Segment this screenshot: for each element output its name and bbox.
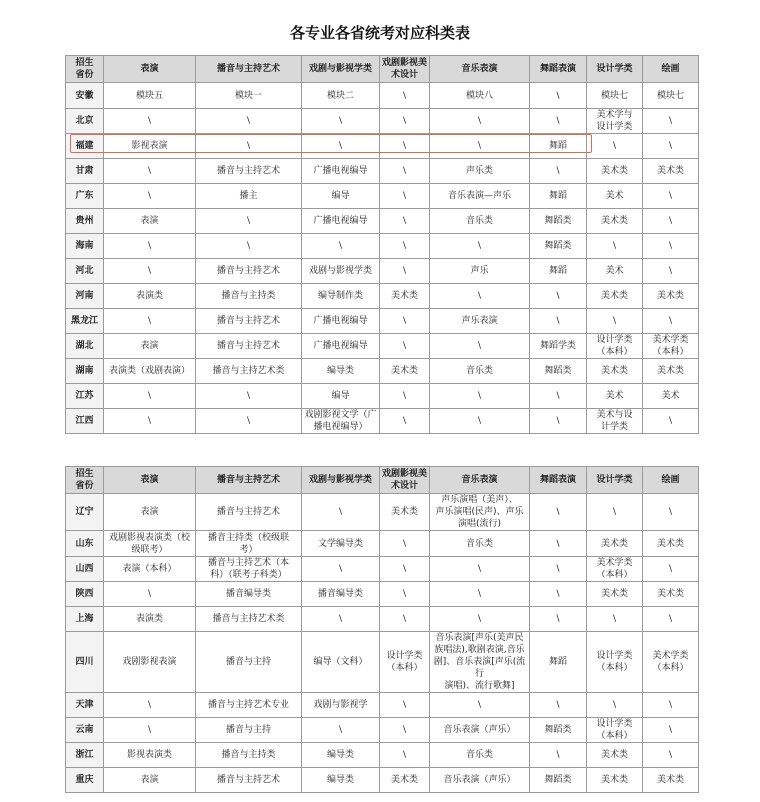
table-cell: 美术类 [587,582,643,607]
table-cell: 美术 [587,184,643,209]
table-cell: 舞蹈 [530,632,587,693]
table-cell: \ [302,718,380,743]
table-cell: 舞蹈类 [530,209,587,234]
table-cell: 播音编导类 [302,582,380,607]
col-header-broadcasting: 播音与主持艺术 [196,467,302,494]
table-cell: 美术学与 设计学类 [587,109,643,134]
table-cell: 声乐表演 [430,309,530,334]
table-cell: 播音与主持类 [196,284,302,309]
subject-table-1 [65,55,699,434]
table-row [66,607,699,632]
col-header-province: 招生 省份 [66,56,104,83]
table-cell: 播音与主持艺术 [196,768,302,793]
table-cell: 舞蹈类 [530,234,587,259]
province-cell: 四川 [66,632,104,693]
table-cell: \ [104,259,196,284]
table-cell: \ [643,607,699,632]
province-cell: 陕西 [66,582,104,607]
col-header-music-performance: 音乐表演 [430,467,530,494]
table-cell: 设计学类 （本科） [587,632,643,693]
table-cell: 编导类 [302,768,380,793]
table-cell: 声乐类 [430,159,530,184]
table-cell: 美术类 [587,284,643,309]
table-cell: \ [104,384,196,409]
table-cell: \ [196,209,302,234]
table-cell: \ [643,184,699,209]
table-row [66,743,699,768]
table-cell: 播音与主持艺术 [196,159,302,184]
table-cell: 美术类 [587,768,643,793]
table-cell: \ [196,234,302,259]
table-cell: \ [104,582,196,607]
table-cell: \ [530,159,587,184]
table-cell: \ [380,409,430,434]
table-cell: 编导 [302,184,380,209]
province-cell: 安徽 [66,83,104,109]
table-cell: 播音与主持艺术 [196,309,302,334]
table-cell: 表演类（戏剧表演） [104,359,196,384]
province-cell: 山西 [66,557,104,582]
table-cell: \ [380,384,430,409]
province-cell: 福建 [66,134,104,159]
province-cell: 广东 [66,184,104,209]
table-cell: 音乐表演（声乐） [430,718,530,743]
table-cell: \ [380,159,430,184]
table-cell: 美术类 [380,494,430,531]
table-cell: 模块二 [302,83,380,109]
table-cell: \ [196,134,302,159]
table-cell: \ [302,234,380,259]
table-row [66,494,699,531]
table-cell: 美术 [587,259,643,284]
table-cell: 美术类 [643,359,699,384]
table-cell: 戏剧影视表演类（校 级联考） [104,531,196,557]
province-cell: 甘肃 [66,159,104,184]
table-cell: \ [530,557,587,582]
table-cell: \ [196,109,302,134]
table-cell: 播音与主持艺术类 [196,607,302,632]
table-cell: 播音与主持艺术 [196,259,302,284]
table-cell: 美术类 [643,531,699,557]
table-cell: \ [530,384,587,409]
table-cell: 广播电视编导 [302,209,380,234]
table-cell: 广播电视编导 [302,159,380,184]
table-cell: 美术类 [643,159,699,184]
table-cell: 编导 [302,384,380,409]
table-cell: 播音与主持 [196,718,302,743]
table-cell: 舞蹈类 [530,768,587,793]
table-cell: 影视表演类 [104,743,196,768]
table-cell: 表演（本科） [104,557,196,582]
table-cell: \ [380,83,430,109]
table-cell: 美术类 [587,743,643,768]
table-cell: 美术类 [643,284,699,309]
table-cell: \ [104,693,196,718]
table-cell: \ [430,334,530,359]
table-cell: \ [380,309,430,334]
col-header-dance: 舞蹈表演 [530,467,587,494]
table-cell: 美术与设 计学类 [587,409,643,434]
table-cell: 舞蹈学类 [530,334,587,359]
table-cell: 模块八 [430,83,530,109]
table-row [66,409,699,434]
table-cell: 表演 [104,209,196,234]
table-cell: \ [430,284,530,309]
header-row [66,467,699,494]
table-cell: 表演类 [104,284,196,309]
province-cell: 海南 [66,234,104,259]
table-cell: \ [530,83,587,109]
table-cell: 播音与主持艺术专业 [196,693,302,718]
table-cell: 播音与主持 [196,632,302,693]
table-cell: 编导类 [302,743,380,768]
table-cell: \ [380,693,430,718]
table-cell: \ [587,134,643,159]
table-cell: \ [380,109,430,134]
table-cell: 舞蹈 [530,134,587,159]
table-cell: \ [430,109,530,134]
table-cell: \ [430,557,530,582]
table-cell: \ [302,109,380,134]
table-cell: \ [530,693,587,718]
table-cell: \ [104,234,196,259]
table-cell: \ [104,159,196,184]
table-cell: \ [302,494,380,531]
table-cell: \ [380,582,430,607]
table-cell: 播音与主持类 [196,743,302,768]
table-cell: \ [380,718,430,743]
table-cell: \ [643,259,699,284]
table-cell: \ [587,494,643,531]
table-cell: \ [530,743,587,768]
province-cell: 江西 [66,409,104,434]
table-cell: 表演类 [104,607,196,632]
table-cell: \ [380,607,430,632]
table-cell: 美术类 [643,582,699,607]
province-cell: 上海 [66,607,104,632]
table-row [66,109,699,134]
table-cell: 播音与主持艺术 [196,334,302,359]
table-row [66,768,699,793]
province-cell: 贵州 [66,209,104,234]
province-cell: 黑龙江 [66,309,104,334]
province-cell: 河南 [66,284,104,309]
col-header-painting: 绘画 [643,467,699,494]
table-cell: 影视表演 [104,134,196,159]
table-cell: \ [530,531,587,557]
table-cell: 音乐表演（声乐） [430,768,530,793]
table-cell: 美术类 [587,531,643,557]
col-header-design: 设计学类 [587,467,643,494]
table-cell: 美术学类 （本科） [587,557,643,582]
table-row [66,209,699,234]
table-cell: \ [380,334,430,359]
table-cell: 文学编导类 [302,531,380,557]
table-cell: \ [196,384,302,409]
table-cell: \ [530,582,587,607]
province-cell: 云南 [66,718,104,743]
table-cell: 模块七 [587,83,643,109]
table-cell: \ [530,284,587,309]
table-cell: 播音与主持艺术（本 科）（联考子科类） [196,557,302,582]
province-cell: 河北 [66,259,104,284]
table-cell: \ [430,409,530,434]
table-cell: 音乐表演—声乐 [430,184,530,209]
col-header-dance: 舞蹈表演 [530,56,587,83]
table-row [66,259,699,284]
table-cell: \ [643,234,699,259]
table-cell: 美术 [643,384,699,409]
col-header-painting: 绘画 [643,56,699,83]
table-cell: 编导类 [302,359,380,384]
col-header-drama-film: 戏剧与影视学类 [302,467,380,494]
table-cell: 美术类 [380,284,430,309]
table-cell: 播主 [196,184,302,209]
col-header-design: 设计学类 [587,56,643,83]
table-cell: 编导制作类 [302,284,380,309]
table-cell: \ [587,309,643,334]
table-cell: \ [430,134,530,159]
province-cell: 江苏 [66,384,104,409]
table-row [66,718,699,743]
table-cell: \ [380,259,430,284]
table-cell: \ [104,309,196,334]
table-cell: 播音与主持艺术类 [196,359,302,384]
table-cell: \ [430,693,530,718]
table-cell: 编导（文科） [302,632,380,693]
table-cell: \ [587,234,643,259]
col-header-stage-art-design: 戏剧影视美 术设计 [380,56,430,83]
table-row [66,557,699,582]
col-header-broadcasting: 播音与主持艺术 [196,56,302,83]
table-cell: \ [380,209,430,234]
table-row [66,582,699,607]
table-cell: \ [643,209,699,234]
table-cell: 舞蹈类 [530,359,587,384]
table-cell: \ [380,234,430,259]
table-cell: \ [104,184,196,209]
table-row [66,384,699,409]
table-cell: 美术类 [380,359,430,384]
province-cell: 山东 [66,531,104,557]
table-cell: 播音编导类 [196,582,302,607]
table-cell: 声乐演唱（美声）、 声乐演唱(民声)、声乐 演唱(流行) [430,494,530,531]
col-header-stage-art-design: 戏剧影视美 术设计 [380,467,430,494]
table-cell: 表演 [104,334,196,359]
table-row [66,234,699,259]
table-cell: \ [643,693,699,718]
table-row [66,334,699,359]
table-cell: 音乐表演[声乐(美声民 族唱法),歌剧表演,音乐 剧]、音乐表演[声乐(流行 演唱)、流行歌舞] [430,632,530,693]
table-cell: 舞蹈类 [530,718,587,743]
table-cell: \ [587,693,643,718]
table-cell: \ [530,409,587,434]
province-cell: 辽宁 [66,494,104,531]
table-cell: 美术类 [380,768,430,793]
table-cell: 戏剧与影视学 [302,693,380,718]
table-cell: \ [643,309,699,334]
col-header-drama-film: 戏剧与影视学类 [302,56,380,83]
province-cell: 重庆 [66,768,104,793]
table-cell: \ [530,309,587,334]
table-cell: \ [643,409,699,434]
table-cell: 模块七 [643,83,699,109]
table-row [66,632,699,693]
table-cell: \ [643,494,699,531]
table-row [66,83,699,109]
province-cell: 天津 [66,693,104,718]
table-cell: \ [380,184,430,209]
table-cell: 播音主持类（校级联 考） [196,531,302,557]
table-cell: \ [530,607,587,632]
table-row [66,309,699,334]
table-cell: 舞蹈 [530,259,587,284]
table-cell: \ [643,109,699,134]
table-cell: \ [643,134,699,159]
province-cell: 北京 [66,109,104,134]
table-cell: 戏剧影视文学（广 播电视编导） [302,409,380,434]
table-cell: \ [530,109,587,134]
table-cell: 戏剧影视表演 [104,632,196,693]
table-cell: 设计学类 （本科） [380,632,430,693]
table-row [66,284,699,309]
province-cell: 浙江 [66,743,104,768]
table-cell: 表演 [104,768,196,793]
table-cell: 美术类 [587,359,643,384]
table-cell: \ [104,718,196,743]
table-cell: 音乐类 [430,743,530,768]
table-cell: 舞蹈 [530,184,587,209]
table-cell: 戏剧与影视学类 [302,259,380,284]
table-cell: \ [196,409,302,434]
table-cell: \ [643,743,699,768]
table-cell: \ [302,607,380,632]
table-cell: 美术类 [587,209,643,234]
table-cell: \ [643,557,699,582]
table-cell: 美术学类 （本科） [643,632,699,693]
table-cell: \ [302,557,380,582]
table-cell: 广播电视编导 [302,309,380,334]
table-cell: \ [380,531,430,557]
table-cell: \ [587,607,643,632]
province-cell: 湖南 [66,359,104,384]
table-row [66,184,699,209]
col-header-acting: 表演 [104,56,196,83]
col-header-music-performance: 音乐表演 [430,56,530,83]
col-header-province: 招生 省份 [66,467,104,494]
table-cell: 美术类 [643,768,699,793]
table-cell: \ [430,234,530,259]
table-cell: 表演 [104,494,196,531]
table-cell: \ [380,743,430,768]
table-cell: 美术 [587,384,643,409]
table-cell: 播音与主持艺术 [196,494,302,531]
table-cell: \ [430,582,530,607]
header-row [66,56,699,83]
table-cell: 音乐类 [430,359,530,384]
table-cell: \ [380,134,430,159]
table-cell: \ [530,494,587,531]
table-cell: 设计学类 （本科） [587,718,643,743]
province-cell: 湖北 [66,334,104,359]
table-cell: 美术类 [587,159,643,184]
table-cell: 广播电视编导 [302,334,380,359]
table-cell: 音乐类 [430,531,530,557]
table-cell: 模块一 [196,83,302,109]
table-cell: \ [430,607,530,632]
subject-table-2 [65,466,699,793]
table-cell: \ [380,557,430,582]
table-cell: \ [104,409,196,434]
table-cell: 设计学类 （本科） [587,334,643,359]
table-row [66,531,699,557]
page-title: 各专业各省统考对应科类表 [289,24,470,42]
table-cell: 模块五 [104,83,196,109]
col-header-acting: 表演 [104,467,196,494]
table-row [66,134,699,159]
table-cell: \ [104,109,196,134]
table-cell: 音乐类 [430,209,530,234]
table-cell: \ [643,718,699,743]
table-cell: \ [302,134,380,159]
table-cell: 声乐 [430,259,530,284]
table-cell: 美术学类 （本科） [643,334,699,359]
table-row [66,159,699,184]
table-cell: \ [430,384,530,409]
table-row [66,693,699,718]
table-row [66,359,699,384]
